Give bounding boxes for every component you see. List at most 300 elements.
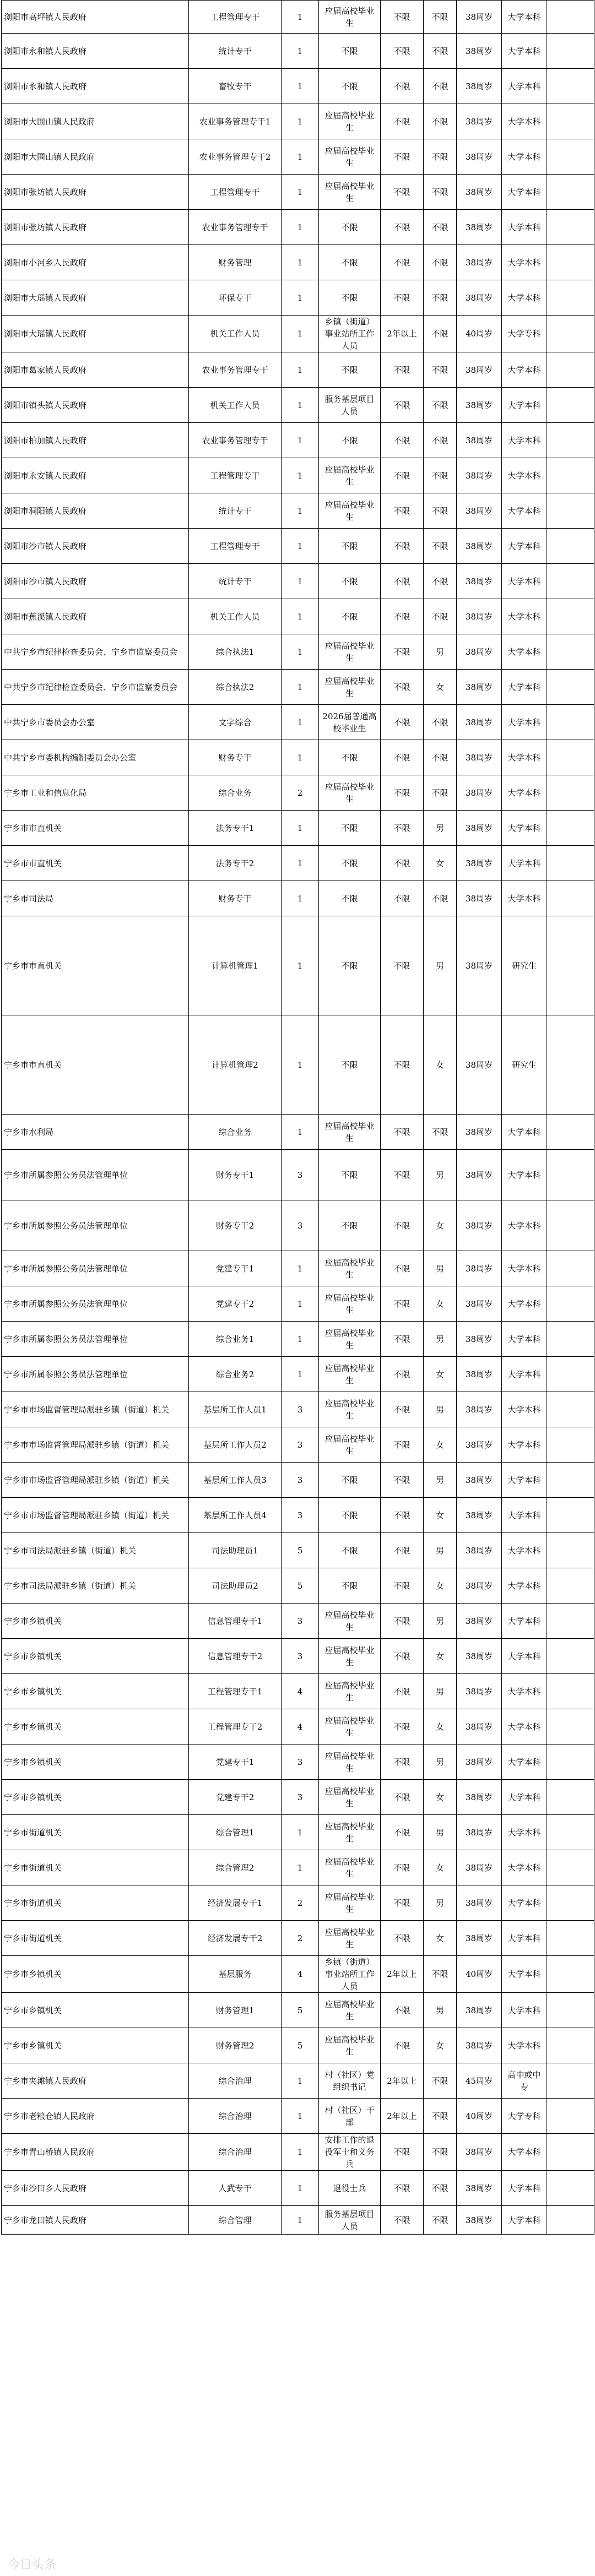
cell-position: 基层所工作人员3 xyxy=(189,1463,282,1498)
cell-extra xyxy=(547,564,594,599)
cell-gender: 女 xyxy=(424,1357,457,1392)
cell-gender: 不限 xyxy=(424,316,457,352)
cell-education: 大学本科 xyxy=(502,1956,547,1993)
table-row xyxy=(2,670,594,705)
cell-experience: 不限 xyxy=(381,529,424,564)
cell-count: 1 xyxy=(282,493,319,529)
cell-extra xyxy=(547,2063,594,2099)
cell-age: 38周岁 xyxy=(457,1427,502,1463)
cell-position: 党建专干2 xyxy=(189,1780,282,1815)
cell-source: 应届高校毕业生 xyxy=(319,1850,381,1885)
cell-extra xyxy=(547,775,594,811)
cell-position: 计算机管理2 xyxy=(189,1015,282,1115)
cell-unit: 浏阳市张坊镇人民政府 xyxy=(2,175,189,210)
cell-position: 经济发展专干1 xyxy=(189,1885,282,1921)
cell-education: 大学本科 xyxy=(502,2206,547,2235)
cell-count: 1 xyxy=(282,34,319,69)
cell-unit: 中共宁乡市委员会办公室 xyxy=(2,705,189,740)
cell-position: 综合治理 xyxy=(189,2063,282,2099)
table-row xyxy=(2,1956,594,1993)
cell-education: 大学本科 xyxy=(502,104,547,139)
cell-age: 38周岁 xyxy=(457,1850,502,1885)
cell-count: 1 xyxy=(282,245,319,280)
cell-experience: 不限 xyxy=(381,881,424,916)
cell-age: 38周岁 xyxy=(457,564,502,599)
cell-unit: 宁乡市街道机关 xyxy=(2,1921,189,1956)
cell-source: 应届高校毕业生 xyxy=(319,1674,381,1709)
cell-gender: 不限 xyxy=(424,2099,457,2134)
cell-position: 畜牧专干 xyxy=(189,69,282,104)
cell-age: 45周岁 xyxy=(457,2063,502,2099)
cell-age: 38周岁 xyxy=(457,529,502,564)
cell-source: 应届高校毕业生 xyxy=(319,1744,381,1780)
table-row xyxy=(2,1286,594,1322)
cell-source: 应届高校毕业生 xyxy=(319,175,381,210)
cell-unit: 宁乡市乡镇机关 xyxy=(2,1780,189,1815)
cell-position: 农业事务管理专干 xyxy=(189,423,282,458)
cell-experience: 不限 xyxy=(381,1815,424,1850)
cell-position: 工程管理专干 xyxy=(189,458,282,493)
cell-education: 大学本科 xyxy=(502,458,547,493)
cell-position: 司法助理员1 xyxy=(189,1533,282,1568)
table-row xyxy=(2,34,594,69)
table-row xyxy=(2,423,594,458)
table-row xyxy=(2,280,594,316)
cell-experience: 2年以上 xyxy=(381,1956,424,1993)
cell-extra xyxy=(547,1015,594,1115)
cell-count: 1 xyxy=(282,916,319,1015)
cell-count: 1 xyxy=(282,1,319,34)
cell-gender: 不限 xyxy=(424,493,457,529)
cell-unit: 宁乡市老粮仓镇人民政府 xyxy=(2,2099,189,2134)
cell-count: 1 xyxy=(282,2063,319,2099)
table-row xyxy=(2,1850,594,1885)
cell-education: 大学本科 xyxy=(502,670,547,705)
cell-experience: 不限 xyxy=(381,1322,424,1357)
cell-unit: 宁乡市水利局 xyxy=(2,1115,189,1150)
cell-source: 应届高校毕业生 xyxy=(319,2028,381,2063)
cell-position: 基层所工作人员2 xyxy=(189,1427,282,1463)
cell-position: 综合治理 xyxy=(189,2134,282,2171)
cell-experience: 不限 xyxy=(381,1885,424,1921)
cell-education: 大学本科 xyxy=(502,1921,547,1956)
cell-extra xyxy=(547,1956,594,1993)
cell-education: 大学本科 xyxy=(502,69,547,104)
cell-extra xyxy=(547,104,594,139)
cell-age: 38周岁 xyxy=(457,1015,502,1115)
cell-unit: 浏阳市大围山镇人民政府 xyxy=(2,139,189,175)
cell-unit: 宁乡市所属参照公务员法管理单位 xyxy=(2,1200,189,1251)
cell-count: 1 xyxy=(282,670,319,705)
cell-extra xyxy=(547,210,594,245)
cell-position: 工程管理专干 xyxy=(189,529,282,564)
table-row xyxy=(2,1533,594,1568)
table-row xyxy=(2,1392,594,1427)
cell-unit: 宁乡市乡镇机关 xyxy=(2,1639,189,1674)
cell-position: 财务专干 xyxy=(189,881,282,916)
cell-education: 大学本科 xyxy=(502,1322,547,1357)
cell-experience: 不限 xyxy=(381,1780,424,1815)
cell-gender: 女 xyxy=(424,846,457,881)
cell-experience: 不限 xyxy=(381,916,424,1015)
cell-position: 法务专干1 xyxy=(189,811,282,846)
cell-count: 3 xyxy=(282,1200,319,1251)
cell-age: 38周岁 xyxy=(457,1463,502,1498)
table-row xyxy=(2,1604,594,1639)
cell-gender: 男 xyxy=(424,1674,457,1709)
cell-unit: 宁乡市乡镇机关 xyxy=(2,1709,189,1744)
cell-gender: 不限 xyxy=(424,705,457,740)
cell-age: 38周岁 xyxy=(457,34,502,69)
cell-experience: 不限 xyxy=(381,388,424,423)
cell-source: 应届高校毕业生 xyxy=(319,458,381,493)
cell-education: 大学本科 xyxy=(502,423,547,458)
cell-age: 38周岁 xyxy=(457,916,502,1015)
table-row xyxy=(2,1251,594,1286)
cell-unit: 宁乡市工业和信息化局 xyxy=(2,775,189,811)
cell-source: 应届高校毕业生 xyxy=(319,1357,381,1392)
cell-count: 4 xyxy=(282,1956,319,1993)
cell-unit: 浏阳市高坪镇人民政府 xyxy=(2,1,189,34)
cell-count: 1 xyxy=(282,104,319,139)
cell-experience: 不限 xyxy=(381,846,424,881)
cell-extra xyxy=(547,388,594,423)
table-row xyxy=(2,1427,594,1463)
cell-extra xyxy=(547,2099,594,2134)
cell-education: 大学本科 xyxy=(502,1674,547,1709)
cell-gender: 不限 xyxy=(424,2171,457,2206)
cell-education: 大学本科 xyxy=(502,1463,547,1498)
cell-gender: 男 xyxy=(424,1885,457,1921)
cell-position: 综合治理 xyxy=(189,2099,282,2134)
cell-gender: 不限 xyxy=(424,210,457,245)
cell-count: 1 xyxy=(282,210,319,245)
cell-education: 大学本科 xyxy=(502,1639,547,1674)
cell-source: 服务基层项目人员 xyxy=(319,2206,381,2235)
cell-gender: 不限 xyxy=(424,423,457,458)
cell-experience: 不限 xyxy=(381,634,424,670)
table-row xyxy=(2,1921,594,1956)
cell-unit: 宁乡市市场监督管理局派驻乡镇（街道）机关 xyxy=(2,1498,189,1533)
cell-source: 应届高校毕业生 xyxy=(319,1604,381,1639)
cell-unit: 中共宁乡市纪律检查委员会、宁乡市监察委员会 xyxy=(2,634,189,670)
cell-experience: 不限 xyxy=(381,1015,424,1115)
table-row xyxy=(2,493,594,529)
cell-extra xyxy=(547,705,594,740)
cell-extra xyxy=(547,811,594,846)
table-row xyxy=(2,1150,594,1200)
cell-source: 应届高校毕业生 xyxy=(319,634,381,670)
cell-count: 1 xyxy=(282,846,319,881)
cell-gender: 不限 xyxy=(424,599,457,634)
table-row xyxy=(2,1,594,34)
cell-source: 不限 xyxy=(319,1568,381,1604)
cell-count: 1 xyxy=(282,2134,319,2171)
table-row xyxy=(2,1498,594,1533)
table-row xyxy=(2,458,594,493)
cell-unit: 宁乡市市场监督管理局派驻乡镇（街道）机关 xyxy=(2,1463,189,1498)
cell-gender: 不限 xyxy=(424,458,457,493)
cell-count: 5 xyxy=(282,1568,319,1604)
cell-position: 党建专干1 xyxy=(189,1744,282,1780)
cell-count: 1 xyxy=(282,458,319,493)
cell-gender: 男 xyxy=(424,634,457,670)
cell-unit: 宁乡市乡镇机关 xyxy=(2,1956,189,1993)
cell-position: 综合业务1 xyxy=(189,1322,282,1357)
cell-source: 2026届普通高校毕业生 xyxy=(319,705,381,740)
cell-education: 大学本科 xyxy=(502,881,547,916)
cell-position: 统计专干 xyxy=(189,34,282,69)
cell-count: 1 xyxy=(282,1322,319,1357)
table-row xyxy=(2,634,594,670)
cell-source: 不限 xyxy=(319,1200,381,1251)
cell-age: 38周岁 xyxy=(457,1286,502,1322)
cell-position: 综合管理2 xyxy=(189,1850,282,1885)
cell-age: 38周岁 xyxy=(457,705,502,740)
cell-unit: 浏阳市洞阳镇人民政府 xyxy=(2,493,189,529)
cell-age: 40周岁 xyxy=(457,316,502,352)
cell-position: 机关工作人员 xyxy=(189,388,282,423)
cell-gender: 男 xyxy=(424,1463,457,1498)
cell-gender: 不限 xyxy=(424,775,457,811)
cell-experience: 不限 xyxy=(381,705,424,740)
cell-experience: 不限 xyxy=(381,1639,424,1674)
cell-gender: 不限 xyxy=(424,139,457,175)
table-row xyxy=(2,705,594,740)
cell-position: 经济发展专干2 xyxy=(189,1921,282,1956)
cell-age: 38周岁 xyxy=(457,1,502,34)
cell-age: 38周岁 xyxy=(457,280,502,316)
cell-education: 大学本科 xyxy=(502,1115,547,1150)
cell-education: 研究生 xyxy=(502,1015,547,1115)
cell-count: 2 xyxy=(282,1885,319,1921)
cell-source: 应届高校毕业生 xyxy=(319,1,381,34)
cell-unit: 宁乡市夹滩镇人民政府 xyxy=(2,2063,189,2099)
cell-position: 计算机管理1 xyxy=(189,916,282,1015)
cell-age: 40周岁 xyxy=(457,2099,502,2134)
cell-education: 大学本科 xyxy=(502,1200,547,1251)
table-row xyxy=(2,1015,594,1115)
cell-experience: 不限 xyxy=(381,210,424,245)
cell-unit: 浏阳市大瑶镇人民政府 xyxy=(2,280,189,316)
cell-education: 大学本科 xyxy=(502,352,547,388)
cell-gender: 女 xyxy=(424,1568,457,1604)
cell-gender: 不限 xyxy=(424,740,457,775)
cell-position: 综合业务2 xyxy=(189,1357,282,1392)
cell-extra xyxy=(547,1115,594,1150)
cell-gender: 不限 xyxy=(424,245,457,280)
cell-extra xyxy=(547,1780,594,1815)
cell-count: 1 xyxy=(282,1286,319,1322)
cell-gender: 男 xyxy=(424,811,457,846)
cell-gender: 男 xyxy=(424,916,457,1015)
cell-age: 38周岁 xyxy=(457,1251,502,1286)
cell-education: 大学本科 xyxy=(502,775,547,811)
cell-unit: 宁乡市所属参照公务员法管理单位 xyxy=(2,1150,189,1200)
cell-extra xyxy=(547,1200,594,1251)
table-row xyxy=(2,2206,594,2235)
cell-age: 38周岁 xyxy=(457,1815,502,1850)
cell-source: 不限 xyxy=(319,564,381,599)
cell-count: 3 xyxy=(282,1392,319,1427)
cell-unit: 宁乡市司法局派驻乡镇（街道）机关 xyxy=(2,1568,189,1604)
cell-source: 应届高校毕业生 xyxy=(319,1286,381,1322)
cell-count: 1 xyxy=(282,881,319,916)
cell-age: 38周岁 xyxy=(457,1639,502,1674)
cell-experience: 不限 xyxy=(381,670,424,705)
cell-extra xyxy=(547,280,594,316)
cell-gender: 不限 xyxy=(424,2206,457,2235)
cell-source: 不限 xyxy=(319,1498,381,1533)
table-body xyxy=(2,1,594,2235)
cell-gender: 不限 xyxy=(424,1115,457,1150)
cell-unit: 宁乡市青山桥镇人民政府 xyxy=(2,2134,189,2171)
cell-count: 1 xyxy=(282,175,319,210)
cell-count: 1 xyxy=(282,316,319,352)
cell-source: 不限 xyxy=(319,423,381,458)
cell-extra xyxy=(547,175,594,210)
cell-extra xyxy=(547,1993,594,2028)
cell-gender: 男 xyxy=(424,1150,457,1200)
cell-source: 应届高校毕业生 xyxy=(319,1639,381,1674)
cell-unit: 浏阳市大瑶镇人民政府 xyxy=(2,316,189,352)
cell-source: 应届高校毕业生 xyxy=(319,104,381,139)
cell-count: 1 xyxy=(282,1251,319,1286)
cell-position: 综合执法2 xyxy=(189,670,282,705)
cell-age: 38周岁 xyxy=(457,846,502,881)
cell-gender: 男 xyxy=(424,1993,457,2028)
cell-count: 3 xyxy=(282,1639,319,1674)
cell-unit: 浏阳市蕉溪镇人民政府 xyxy=(2,599,189,634)
cell-experience: 不限 xyxy=(381,1674,424,1709)
cell-gender: 男 xyxy=(424,1533,457,1568)
cell-count: 1 xyxy=(282,564,319,599)
cell-extra xyxy=(547,1850,594,1885)
cell-unit: 宁乡市街道机关 xyxy=(2,1850,189,1885)
cell-gender: 女 xyxy=(424,1780,457,1815)
cell-gender: 不限 xyxy=(424,2063,457,2099)
cell-source: 应届高校毕业生 xyxy=(319,1115,381,1150)
cell-unit: 宁乡市乡镇机关 xyxy=(2,1744,189,1780)
cell-count: 1 xyxy=(282,811,319,846)
cell-gender: 男 xyxy=(424,1251,457,1286)
cell-source: 应届高校毕业生 xyxy=(319,1427,381,1463)
cell-unit: 宁乡市所属参照公务员法管理单位 xyxy=(2,1251,189,1286)
cell-education: 大学本科 xyxy=(502,34,547,69)
cell-source: 不限 xyxy=(319,1150,381,1200)
cell-source: 不限 xyxy=(319,210,381,245)
cell-unit: 宁乡市街道机关 xyxy=(2,1815,189,1850)
cell-extra xyxy=(547,2206,594,2235)
cell-experience: 不限 xyxy=(381,1150,424,1200)
cell-experience: 不限 xyxy=(381,740,424,775)
cell-count: 1 xyxy=(282,280,319,316)
cell-source: 村（社区）干部 xyxy=(319,2099,381,2134)
cell-source: 应届高校毕业生 xyxy=(319,775,381,811)
cell-extra xyxy=(547,2028,594,2063)
cell-experience: 不限 xyxy=(381,599,424,634)
cell-experience: 不限 xyxy=(381,811,424,846)
cell-extra xyxy=(547,1498,594,1533)
cell-education: 大学本科 xyxy=(502,1709,547,1744)
cell-age: 38周岁 xyxy=(457,599,502,634)
cell-age: 38周岁 xyxy=(457,740,502,775)
cell-education: 大学本科 xyxy=(502,1885,547,1921)
cell-extra xyxy=(547,1921,594,1956)
cell-extra xyxy=(547,1674,594,1709)
cell-position: 党建专干1 xyxy=(189,1251,282,1286)
cell-count: 1 xyxy=(282,1357,319,1392)
table-row xyxy=(2,1709,594,1744)
cell-experience: 不限 xyxy=(381,245,424,280)
cell-gender: 不限 xyxy=(424,1956,457,1993)
cell-education: 大学本科 xyxy=(502,1993,547,2028)
cell-extra xyxy=(547,634,594,670)
cell-unit: 宁乡市司法局 xyxy=(2,881,189,916)
cell-position: 综合执法1 xyxy=(189,634,282,670)
table-row xyxy=(2,811,594,846)
cell-education: 大学本科 xyxy=(502,388,547,423)
cell-education: 大学本科 xyxy=(502,564,547,599)
table-row xyxy=(2,352,594,388)
cell-education: 大学本科 xyxy=(502,1604,547,1639)
cell-age: 38周岁 xyxy=(457,670,502,705)
cell-position: 统计专干 xyxy=(189,564,282,599)
cell-unit: 宁乡市街道机关 xyxy=(2,1885,189,1921)
cell-source: 不限 xyxy=(319,1533,381,1568)
cell-unit: 宁乡市司法局派驻乡镇（街道）机关 xyxy=(2,1533,189,1568)
cell-age: 38周岁 xyxy=(457,175,502,210)
cell-age: 38周岁 xyxy=(457,69,502,104)
cell-experience: 不限 xyxy=(381,2206,424,2235)
cell-age: 38周岁 xyxy=(457,1150,502,1200)
table-row xyxy=(2,1885,594,1921)
cell-experience: 不限 xyxy=(381,1604,424,1639)
cell-count: 5 xyxy=(282,1533,319,1568)
cell-position: 财务专干 xyxy=(189,740,282,775)
cell-gender: 女 xyxy=(424,2028,457,2063)
cell-experience: 不限 xyxy=(381,1286,424,1322)
cell-position: 信息管理专干2 xyxy=(189,1639,282,1674)
cell-source: 应届高校毕业生 xyxy=(319,1815,381,1850)
cell-position: 工程管理专干1 xyxy=(189,1674,282,1709)
cell-experience: 不限 xyxy=(381,1427,424,1463)
cell-unit: 浏阳市永安镇人民政府 xyxy=(2,458,189,493)
cell-count: 2 xyxy=(282,1921,319,1956)
cell-unit: 宁乡市市直机关 xyxy=(2,846,189,881)
cell-position: 信息管理专干1 xyxy=(189,1604,282,1639)
cell-count: 1 xyxy=(282,69,319,104)
cell-gender: 女 xyxy=(424,1709,457,1744)
cell-count: 1 xyxy=(282,2099,319,2134)
cell-count: 3 xyxy=(282,1150,319,1200)
cell-education: 大学本科 xyxy=(502,1,547,34)
cell-age: 38周岁 xyxy=(457,1392,502,1427)
cell-extra xyxy=(547,1463,594,1498)
cell-source: 不限 xyxy=(319,280,381,316)
cell-extra xyxy=(547,1885,594,1921)
cell-experience: 不限 xyxy=(381,280,424,316)
table-row xyxy=(2,529,594,564)
table-row xyxy=(2,1357,594,1392)
cell-age: 38周岁 xyxy=(457,1674,502,1709)
cell-education: 大学本科 xyxy=(502,740,547,775)
cell-unit: 宁乡市乡镇机关 xyxy=(2,2028,189,2063)
cell-gender: 男 xyxy=(424,1604,457,1639)
cell-extra xyxy=(547,493,594,529)
cell-age: 38周岁 xyxy=(457,811,502,846)
cell-age: 38周岁 xyxy=(457,139,502,175)
